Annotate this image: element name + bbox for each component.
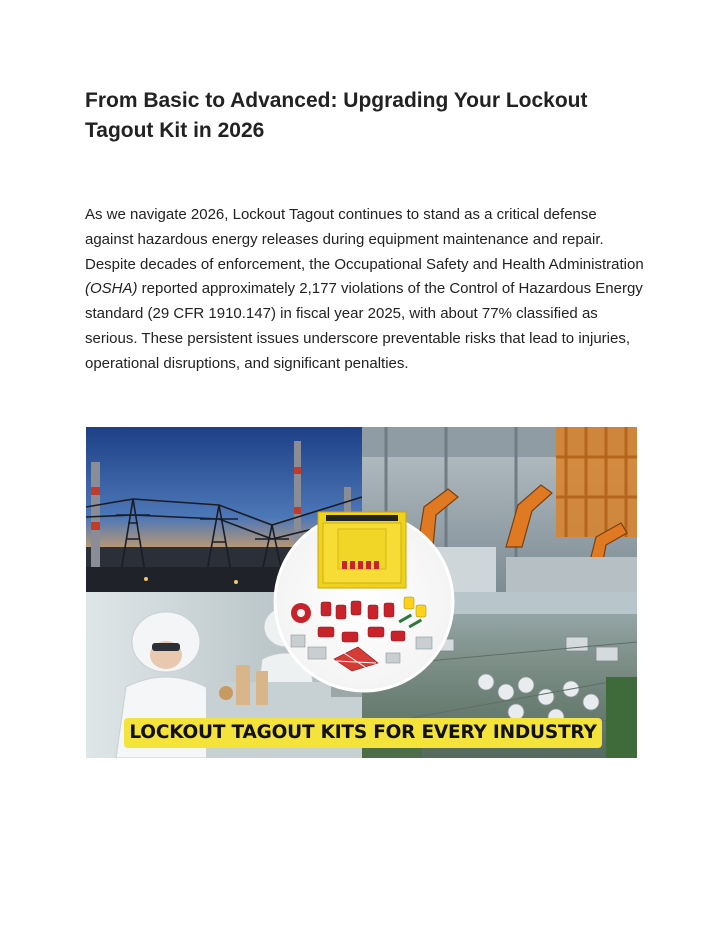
hero-image xyxy=(86,427,637,758)
intro-text-part2: reported approximately 2,177 violations of the Control of Hazardous Energy standard (29 CFR 1910.147) in fiscal year 2025, with about 77% classified as serious. These persistent issues underscore preventable risks that lead to injuries, operational disruptions, and significant penalties. xyxy=(85,280,643,372)
osha-abbreviation: (OSHA) xyxy=(85,280,138,298)
intro-paragraph xyxy=(85,203,645,377)
hero-collage xyxy=(86,427,637,758)
article-title: From Basic to Advanced: Upgrading Your Lockout Tagout Kit in 2026 xyxy=(85,89,588,142)
banner-text: LOCKOUT TAGOUT KITS FOR EVERY INDUSTRY xyxy=(129,722,597,743)
intro-text-part1: As we navigate 2026, Lockout Tagout continues to stand as a critical defense against hazardous energy releases during equipment maintenance and repair. Despite decades of enforcement, the Occupational Safety and Health Administration xyxy=(85,206,644,273)
lockout-kit-photo xyxy=(275,512,453,691)
